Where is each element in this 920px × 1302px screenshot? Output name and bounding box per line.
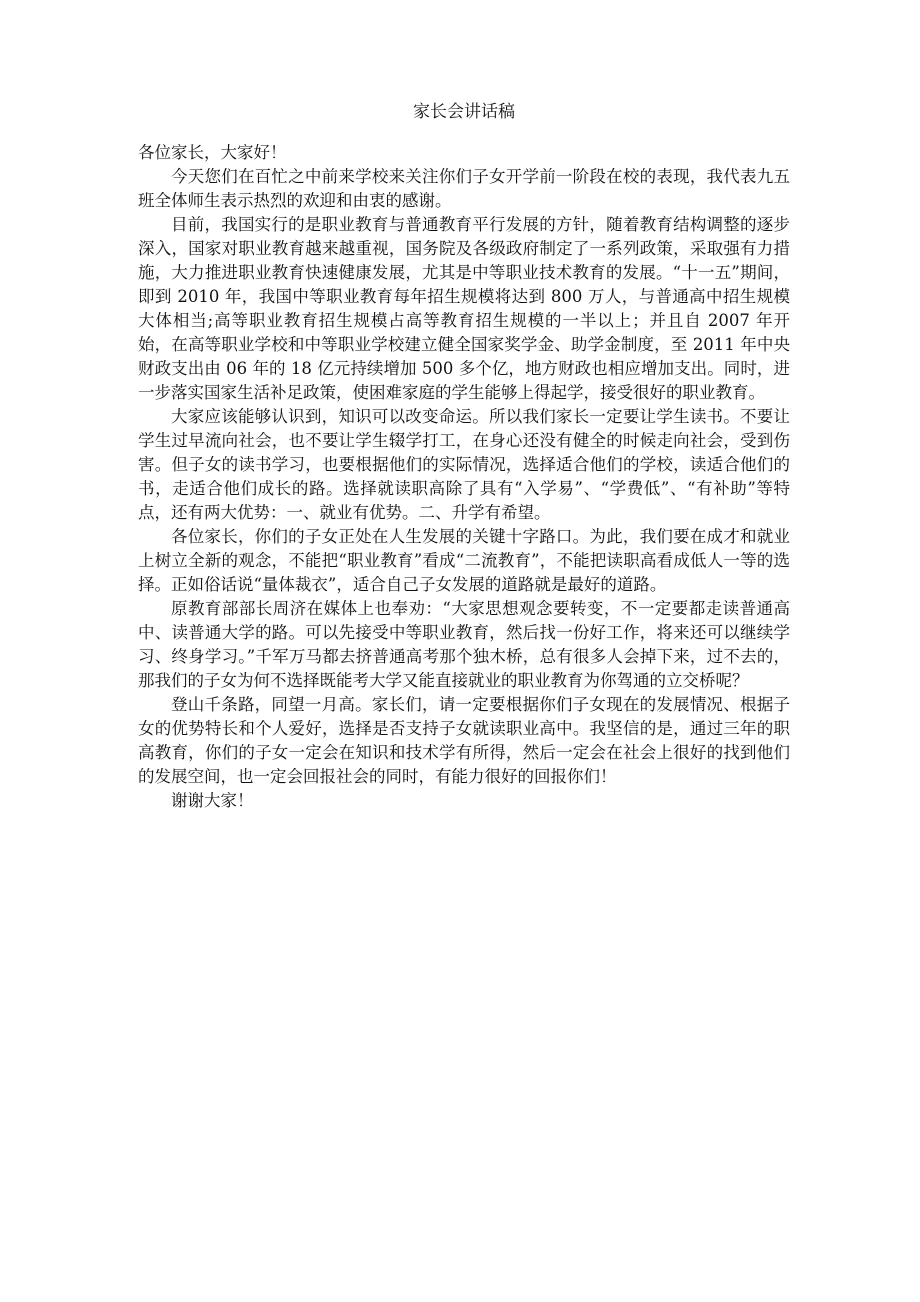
paragraph-knowledge: 大家应该能够认识到，知识可以改变命运。所以我们家长一定要让学生读书。不要让学生过早流向社会，也不要让学生辍学打工，在身心还没有健全的时候走向社会，受到伤害。但子女的读书学习，也要根据他们的实际情况，选择适合他们的学校，读适合他们的书，走适合他们成长的路。选择就读职高除了具有“入学易”、“学费低”、“有补助”等特点，还有两大优势：一、就业有优势。二、升学有希望。 — [138, 407, 790, 522]
paragraph-crossroads: 各位家长，你们的子女正处在人生发展的关键十字路口。为此，我们要在成才和就业上树立全新的观念，不能把“职业教育”看成“二流教育”，不能把读职高看成低人一等的选择。正如俗话说“量体裁衣”，适合自己子女发展的道路就是最好的道路。 — [138, 527, 790, 594]
salutation: 各位家长，大家好！ — [138, 143, 287, 162]
closing-thanks: 谢谢大家！ — [171, 791, 254, 810]
paragraph-quote: 原教育部部长周济在媒体上也奉劝：“大家思想观念要转变，不一定要都走读普通高中、读普通大学的路。可以先接受中等职业教育，然后找一份好工作，将来还可以继续学习、终身学习。”千军万马都去挤普通高考那个独木桥，总有很多人会掉下来，过不去的，那我们的子女为何不选择既能考大学又能直接就业的职业教育为你驾通的立交桥呢？ — [138, 599, 790, 690]
paragraph-policy: 目前，我国实行的是职业教育与普通教育平行发展的方针，随着教育结构调整的逐步深入，国家对职业教育越来越重视，国务院及各级政府制定了一系列政策，采取强有力措施，大力推进职业教育快速健康发展，尤其是中等职业技术教育的发展。“十一五”期间，即到 2010 年，我国中等职业教育每年招生规模将达到 800 万人，与普通高中招生规模大体相当;高等职业教育招生规模占高等教育招生规模的一半以上；并且自 2007 年开始，在高等职业学校和中等职业学校建立健全国家奖学金、助学金制度，至 2011 年中央财政支出由 06 年的 18 亿元持续增加 500 多个亿，地方财政也相应增加支出。同时，进一步落实国家生活补足政策，使困难家庭的学生能够上得起学，接受很好的职业教育。 — [138, 215, 790, 402]
paragraph-welcome: 今天您们在百忙之中前来学校来关注你们子女开学前一阶段在校的表现，我代表九五班全体师生表示热烈的欢迎和由衷的感谢。 — [138, 167, 790, 210]
document-page — [138, 100, 790, 813]
document-title: 家长会讲话稿 — [413, 102, 515, 122]
paragraph-conclusion: 登山千条路，同望一月高。家长们，请一定要根据你们子女现在的发展情况、根据子女的优势特长和个人爱好，选择是否支持子女就读职业高中。我坚信的是，通过三年的职高教育，你们的子女一定会在知识和技术学有所得，然后一定会在社会上很好的找到他们的发展空间，也一定会回报社会的同时，有能力很好的回报你们！ — [138, 695, 790, 786]
